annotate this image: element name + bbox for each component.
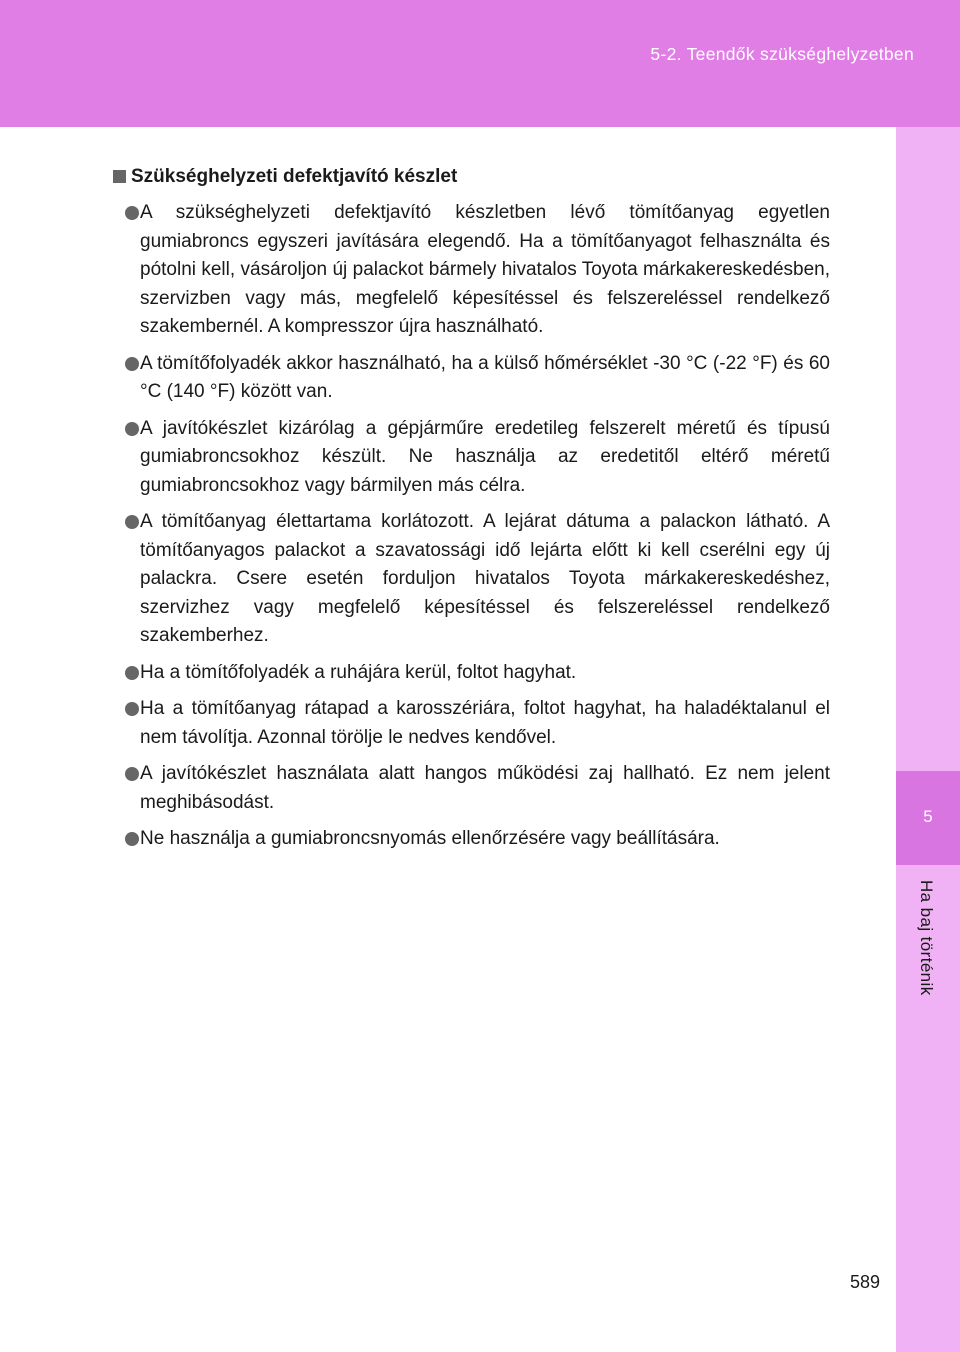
bullet-dot-icon <box>113 199 140 227</box>
square-bullet-icon <box>113 170 126 183</box>
chapter-number-tab <box>896 771 960 865</box>
section-heading-text: Szükséghelyzeti defektjavító készlet <box>131 166 458 187</box>
bullet-dot-icon <box>113 659 140 687</box>
list-item-text: Ne használja a gumiabroncsnyomás ellenőrzésére vagy beállítására. <box>140 828 720 849</box>
list-item <box>113 415 830 501</box>
list-item-text: A tömítőanyag élettartama korlátozott. A lejárat dátuma a palackon látható. A tömítőanyagos palackot a szavatossági idő lejárta előtt ki kell cserélni egy új palackra. Csere esetén forduljon hivatalos Toyota márkakereskedéshez, szervizhez vagy megfelelő képesítéssel és felszereléssel rendelkező szakemberhez. <box>140 511 830 646</box>
list-item-text: A tömítőfolyadék akkor használható, ha a külső hőmérséklet -30 °C (-22 °F) és 60 °C (140 °F) között van. <box>140 352 830 402</box>
list-item <box>113 825 830 854</box>
bullet-dot-icon <box>113 760 140 788</box>
page-number: 589 <box>850 1272 881 1292</box>
chapter-side-tab <box>896 127 960 1352</box>
list-item-text: A javítókészlet kizárólag a gépjárműre eredetileg felszerelt méretű és típusú gumiabroncsokhoz készült. Ne használja az eredetitől eltérő méretű gumiabroncsokhoz vagy bármilyen más célra. <box>140 417 830 496</box>
list-item-text: A javítókészlet használata alatt hangos működési zaj hallható. Ez nem jelent meghibásodást. <box>140 763 830 813</box>
list-item-text: A szükséghelyzeti defektjavító készletben lévő tömítőanyag egyetlen gumiabroncs egyszeri javítására elegendő. Ha a tömítőanyagot felhasználta és pótolni kell, vásároljon új palackot bármely hivatalos Toyota márkakereskedésben, szervizben vagy más, megfelelő képesítéssel és felszereléssel rendelkező szakembernél. A kompresszor újra használható. <box>140 202 830 337</box>
bullet-dot-icon <box>113 508 140 536</box>
main-content <box>113 163 830 862</box>
list-item <box>113 659 830 688</box>
bullet-dot-icon <box>113 825 140 853</box>
list-item <box>113 350 830 407</box>
list-item-text: Ha a tömítőanyag rátapad a karosszériára, foltot hagyhat, ha haladéktalanul el nem távolítja. Azonnal törölje le nedves kendővel. <box>140 698 830 748</box>
bullet-dot-icon <box>113 695 140 723</box>
list-item <box>113 760 830 817</box>
section-heading <box>113 163 830 191</box>
chapter-number: 5 <box>923 807 933 826</box>
bullet-list <box>113 199 830 854</box>
list-item <box>113 199 830 342</box>
list-item-text: Ha a tömítőfolyadék a ruhájára kerül, foltot hagyhat. <box>140 661 577 683</box>
chapter-title: 5-2. Teendők szükséghelyzetben <box>650 44 914 64</box>
chapter-side-label: Ha baj történik <box>917 880 936 996</box>
header-band <box>0 0 960 127</box>
bullet-dot-icon <box>113 350 140 378</box>
list-item <box>113 695 830 752</box>
list-item <box>113 508 830 651</box>
bullet-dot-icon <box>113 415 140 443</box>
